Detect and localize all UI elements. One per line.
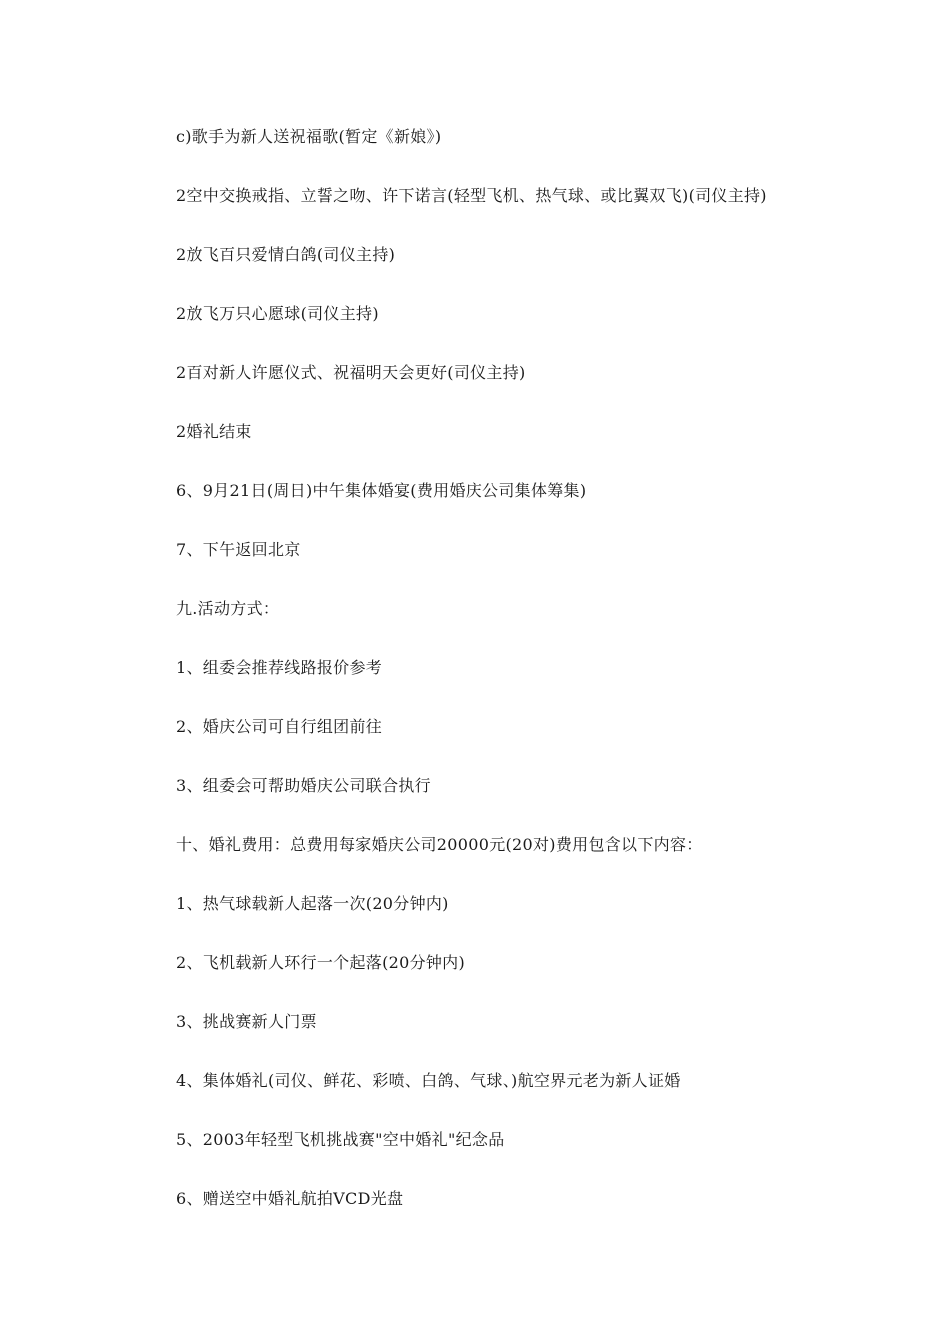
text-line-hot-air-balloon: 1、热气球载新人起落一次(20分钟内) [176, 894, 449, 913]
text-line-release-doves: 2放飞百只爱情白鸽(司仪主持) [176, 245, 396, 264]
text-line-ring-exchange: 2空中交换戒指、立誓之吻、许下诺言(轻型飞机、热气球、或比翼双飞)(司仪主持) [176, 186, 767, 205]
text-line-release-balloons: 2放飞万只心愿球(司仪主持) [176, 304, 379, 323]
text-line-wish-ceremony: 2百对新人许愿仪式、祝福明天会更好(司仪主持) [176, 363, 526, 382]
text-line-vcd-gift: 6、赠送空中婚礼航拍VCD光盘 [176, 1189, 404, 1208]
text-line-wedding-end: 2婚礼结束 [176, 422, 252, 441]
text-line-joint-execution: 3、组委会可帮助婚庆公司联合执行 [176, 776, 431, 795]
text-line-airplane-ride: 2、飞机载新人环行一个起落(20分钟内) [176, 953, 466, 972]
text-line-souvenir: 5、2003年轻型飞机挑战赛"空中婚礼"纪念品 [176, 1130, 505, 1149]
section-heading-activity-method: 九.活动方式： [176, 599, 280, 618]
text-line-group-banquet: 6、9月21日(周日)中午集体婚宴(费用婚庆公司集体筹集) [176, 481, 587, 500]
text-line-return-beijing: 7、下午返回北京 [176, 540, 301, 559]
section-heading-wedding-cost: 十、婚礼费用：总费用每家婚庆公司20000元(20对)费用包含以下内容： [176, 835, 703, 854]
text-line-tickets: 3、挑战赛新人门票 [176, 1012, 317, 1031]
text-line-singer-song: c)歌手为新人送祝福歌(暂定《新娘》) [176, 127, 442, 146]
text-line-group-wedding: 4、集体婚礼(司仪、鲜花、彩喷、白鸽、气球、)航空界元老为新人证婚 [176, 1071, 681, 1090]
text-line-self-organize: 2、婚庆公司可自行组团前往 [176, 717, 383, 736]
text-line-route-quote: 1、组委会推荐线路报价参考 [176, 658, 383, 677]
